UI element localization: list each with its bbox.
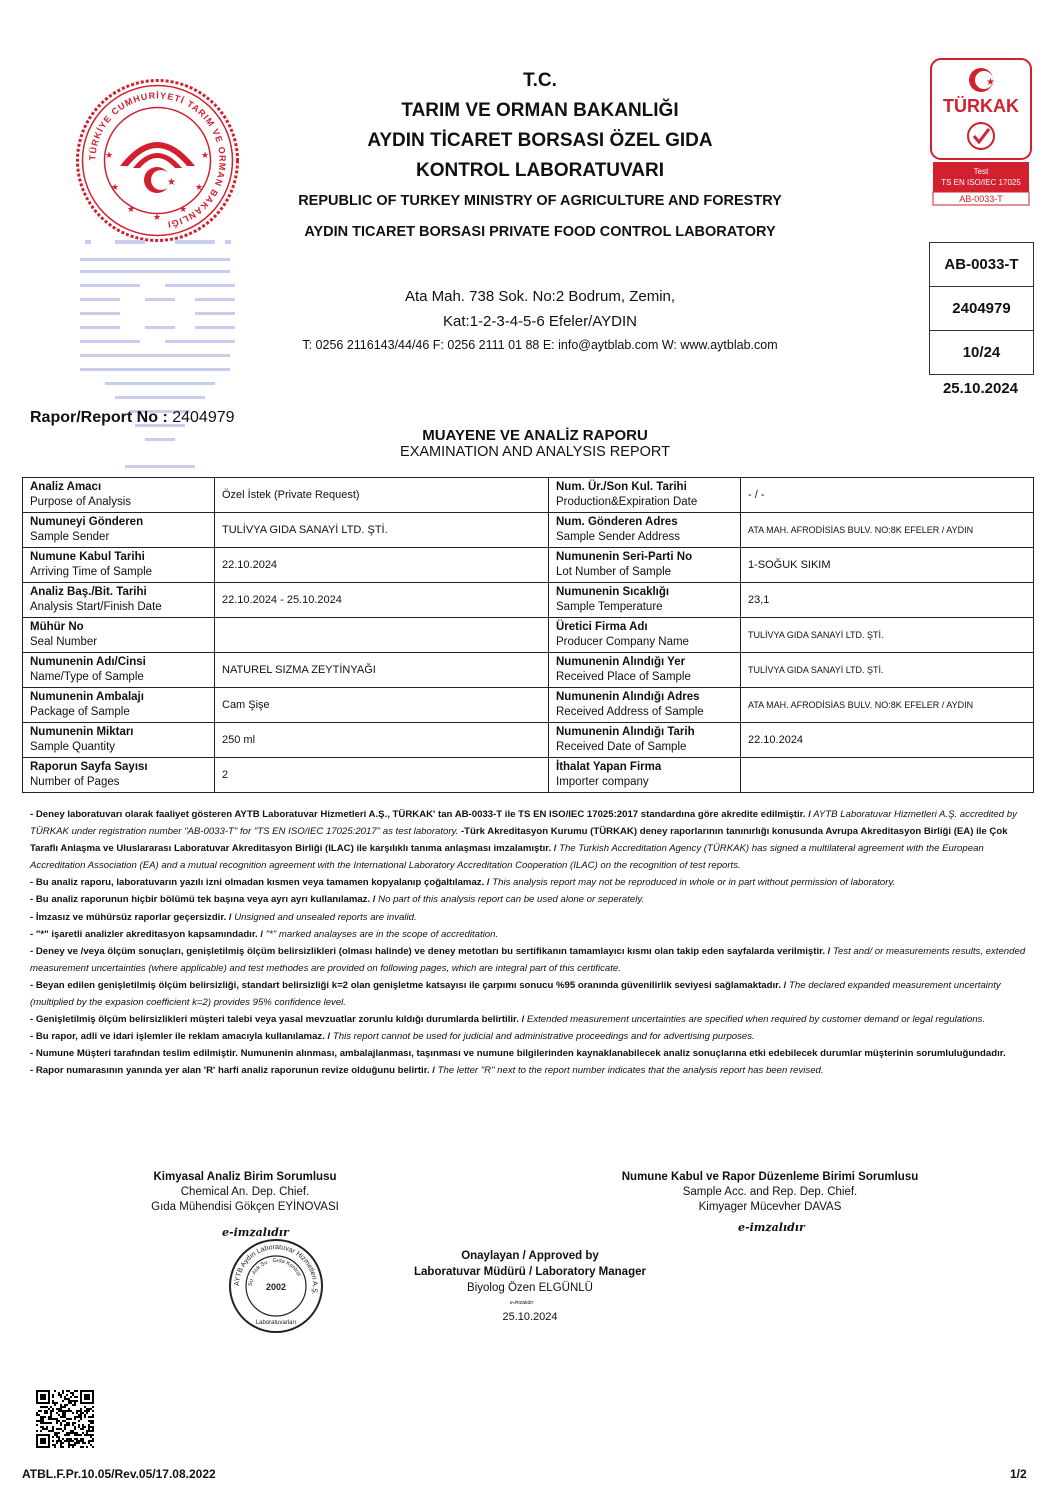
note-item — [30, 1045, 1030, 1062]
qr-code[interactable] — [36, 1390, 94, 1448]
note-en: "*" marked analayses are in the scope of accreditation. — [263, 928, 499, 940]
label-tr: Num. Ür./Son Kul. Tarihi — [556, 481, 687, 493]
label-tr: Analiz Baş./Bit. Tarihi — [30, 586, 147, 598]
cell-value: 23,1 — [748, 594, 770, 606]
row-label-right — [549, 758, 741, 793]
label-tr: Numunenin Alındığı Tarih — [556, 726, 695, 738]
report-number — [30, 409, 235, 427]
cell-value: NATUREL SIZMA ZEYTİNYAĞI — [222, 664, 376, 676]
turkak-test: Test — [973, 167, 989, 176]
row-value-left — [215, 478, 549, 513]
approve-name: Biyolog Özen ELGÜNLÜ — [467, 1282, 593, 1294]
row-value-left — [215, 513, 549, 548]
label-tr: Numune Kabul Tarihi — [30, 551, 145, 563]
note-en: Extended measurement uncertainties are specified when required by customer demand or legal regulations. — [524, 1014, 986, 1026]
stamp-ring-text: AYTB Aydın Laboratuvar Hizmetleri A.Ş. — [233, 1243, 319, 1296]
row-label-left — [23, 723, 215, 758]
row-label-right — [549, 583, 741, 618]
row-value-left — [215, 758, 549, 793]
address-line-2: Kat:1-2-3-4-5-6 Efeler/AYDIN — [443, 313, 637, 330]
label-en: Received Place of Sample — [556, 671, 691, 683]
row-label-left — [23, 618, 215, 653]
sig-right-esign: e-imzalıdır — [738, 1221, 805, 1234]
label-en: Sample Quantity — [30, 741, 116, 753]
contact-line: T: 0256 2116143/44/46 F: 0256 2111 01 88 E: info@aytblab.com W: www.aytblab.com — [302, 338, 778, 352]
svg-text:★: ★ — [167, 177, 176, 188]
svg-text:★: ★ — [201, 150, 210, 160]
note-item — [30, 891, 1030, 908]
row-label-left — [23, 548, 215, 583]
row-value-right — [741, 688, 1034, 723]
label-tr: Num. Gönderen Adres — [556, 516, 678, 528]
label-en: Importer company — [556, 776, 649, 788]
cell-value: ATA MAH. AFRODİSİAS BULV. NO:8K EFELER / AYDIN — [748, 525, 974, 535]
label-en: Sample Sender Address — [556, 531, 681, 543]
header-block — [250, 66, 830, 248]
sig-left-role: Chemical An. Dep. Chief. — [180, 1186, 310, 1198]
stamp-bottom-text: Laboratuvarları — [255, 1320, 297, 1326]
row-value-left — [215, 618, 549, 653]
row-value-right — [741, 583, 1034, 618]
page-number: 1/2 — [1010, 1467, 1027, 1481]
row-value-right — [741, 548, 1034, 583]
note-item — [30, 1062, 1030, 1079]
cell-value: - / - — [748, 489, 765, 501]
note-tr: - İmzasız ve mühürsüz raporlar geçersizdir. / — [30, 911, 232, 923]
sig-right-role: Sample Acc. and Rep. Dep. Chief. — [682, 1186, 858, 1198]
form-code: ATBL.F.Pr.10.05/Rev.05/17.08.2022 — [22, 1467, 216, 1481]
label-tr: Numunenin Alındığı Yer — [556, 656, 686, 668]
table-row — [23, 758, 1034, 793]
cell-value: Özel İstek (Private Request) — [222, 489, 360, 501]
cell-value: 22.10.2024 - 25.10.2024 — [222, 594, 342, 606]
label-tr: Raporun Sayfa Sayısı — [30, 761, 148, 773]
row-label-left — [23, 653, 215, 688]
row-value-right — [741, 758, 1034, 793]
header-lab-en: AYDIN TICARET BORSASI PRIVATE FOOD CONTROL LABORATORY — [304, 224, 776, 240]
label-en: Sample Sender — [30, 531, 110, 543]
report-number-value: 2404979 — [172, 409, 235, 426]
sig-right-title: Numune Kabul ve Rapor Düzenleme Birimi Sorumlusu — [621, 1171, 919, 1183]
address-line-1: Ata Mah. 738 Sok. No:2 Bodrum, Zemin, — [404, 288, 676, 305]
note-item — [30, 1011, 1030, 1028]
turkak-code: AB-0033-T — [959, 194, 1003, 204]
label-tr: Numuneyi Gönderen — [30, 516, 144, 528]
label-en: Lot Number of Sample — [556, 566, 672, 578]
note-item — [30, 977, 1030, 1011]
row-label-right — [549, 548, 741, 583]
svg-text:★: ★ — [179, 204, 188, 214]
row-label-right — [549, 688, 741, 723]
approve-esign: e-imzalıdır — [510, 1300, 534, 1306]
report-title — [300, 427, 770, 460]
report-number-box: 2404979 — [930, 287, 1033, 331]
table-row — [23, 548, 1034, 583]
note-item — [30, 1028, 1030, 1045]
note-tr: - Bu analiz raporunun hiçbir bölümü tek başına veya ayrı ayrı kullanılamaz. / — [30, 894, 376, 906]
label-en: Package of Sample — [30, 706, 130, 718]
row-value-left — [215, 688, 549, 723]
row-label-right — [549, 618, 741, 653]
row-label-left — [23, 583, 215, 618]
lab-stamp — [228, 1238, 324, 1334]
note-tr: - Bu rapor, adli ve idari işlemler ile reklam amacıyla kullanılamaz. / — [30, 1031, 331, 1043]
header-lab-tr-2: KONTROL LABORATUVARI — [415, 160, 665, 181]
report-date: 25.10.2024 — [942, 380, 1019, 397]
note-en: Unsigned and unsealed reports are invalid. — [231, 911, 417, 923]
note-item — [30, 926, 1030, 943]
turkak-standard: TS EN ISO/IEC 17025 — [941, 178, 1021, 187]
row-label-left — [23, 513, 215, 548]
note-tr: - "*" işaretli analizler akreditasyon kapsamındadır. / — [30, 928, 264, 940]
label-en: Seal Number — [30, 636, 98, 648]
label-en: Number of Pages — [30, 776, 120, 788]
row-label-left — [23, 688, 215, 723]
row-value-right — [741, 723, 1034, 758]
label-en: Producer Company Name — [556, 636, 689, 648]
report-title-en: EXAMINATION AND ANALYSIS REPORT — [400, 444, 670, 460]
row-label-left — [23, 758, 215, 793]
ministry-logo — [75, 78, 240, 243]
svg-text:TÜRKİYE CUMHURİYETİ TARIM VE O — [87, 90, 227, 230]
sig-left-title: Kimyasal Analiz Birim Sorumlusu — [153, 1171, 337, 1183]
note-en: AYTB Laboratuvar Hizmetleri A.Ş. accredited by TÜRKAK under registration number "AB-0033-T" for "TS EN ISO/IEC 17025:2017" as test laboratory. — [30, 809, 1017, 838]
row-label-right — [549, 723, 741, 758]
label-en: Purpose of Analysis — [30, 496, 132, 508]
turkak-accreditation-badge — [930, 58, 1032, 206]
table-row — [23, 478, 1034, 513]
label-tr: Mühür No — [30, 621, 84, 633]
label-en: Sample Temperature — [556, 601, 663, 613]
accreditation-code: AB-0033-T — [930, 243, 1033, 287]
note-item — [30, 806, 1030, 874]
cell-value: TULİVYA GIDA SANAYİ LTD. ŞTİ. — [222, 524, 388, 536]
row-value-right — [741, 618, 1034, 653]
label-en: Production&Expiration Date — [556, 496, 698, 508]
stamp-inner-text: Su · Atık Su · Gıda Kontrol — [247, 1257, 302, 1287]
header-ministry-en: REPUBLIC OF TURKEY MINISTRY OF AGRICULTURE AND FORESTRY — [298, 193, 782, 209]
cell-value: 22.10.2024 — [748, 734, 804, 746]
label-tr: Numunenin Miktarı — [30, 726, 134, 738]
turkak-name: TÜRKAK — [943, 96, 1019, 116]
cell-value: TULİVYA GIDA SANAYİ LTD. ŞTİ. — [748, 665, 884, 675]
stamp-year: 2002 — [265, 1282, 287, 1292]
label-tr: Numunenin Adı/Cinsi — [30, 656, 146, 668]
row-value-left — [215, 583, 549, 618]
note-en: Test and/ or measurements results, extended measurement uncertainties (where applicable) and test methodes are provided on following pages, which are integral part of this certificate. — [30, 945, 1026, 974]
note-tr: - Beyan edilen genişletilmiş ölçüm belirsizliği, standart belirsizliği k=2 olan genişletme katsayısı ile çarpımı sonucu %95 oranında güvenilirlik seviyesi sağlamaktadır. / — [30, 979, 787, 991]
sig-right-name: Kimyager Mücevher DAVAS — [698, 1201, 842, 1213]
faded-watermark — [75, 240, 240, 472]
note-tr: - Deney ve /veya ölçüm sonuçları, genişletilmiş ölçüm belirsizlikleri (olması halinde) ve deney metotları bu sertifikanın tamamlayıcı kısmı olan takip eden sayfalarda verilmiştir. / — [30, 945, 831, 957]
report-title-tr: MUAYENE VE ANALİZ RAPORU — [422, 427, 648, 444]
report-sequence: 10/24 — [962, 344, 1001, 361]
cell-value: 250 ml — [222, 734, 256, 746]
signature-chemical-chief — [120, 1170, 370, 1215]
row-label-right — [549, 653, 741, 688]
approval-block — [380, 1248, 680, 1296]
cell-value: Cam Şişe — [222, 699, 270, 711]
note-item — [30, 874, 1030, 891]
header-lab-tr-1: AYDIN TİCARET BORSASI ÖZEL GIDA — [367, 130, 713, 151]
svg-text:★: ★ — [105, 150, 114, 160]
legal-notes — [30, 806, 1030, 1080]
label-en: Received Address of Sample — [556, 706, 704, 718]
svg-text:★: ★ — [153, 212, 162, 222]
row-label-left — [23, 478, 215, 513]
sample-info-table — [22, 477, 1034, 793]
table-row — [23, 723, 1034, 758]
logo-ring-text: TÜRKİYE CUMHURİYETİ TARIM VE ORMAN BAKANLIĞI — [87, 90, 228, 230]
note-item — [30, 943, 1030, 977]
approve-line-1: Onaylayan / Approved by — [461, 1250, 599, 1262]
note-en: The declared expanded measurement uncertainty (multiplied by the expasion coefficient k=2) provides 95% confidence level. — [30, 979, 1001, 1009]
note-item — [30, 909, 1030, 926]
label-tr: Numunenin Seri-Parti No — [556, 551, 693, 563]
label-tr: Numunenin Alındığı Adres — [556, 691, 700, 703]
cell-value: TULİVYA GIDA SANAYİ LTD. ŞTİ. — [748, 630, 884, 640]
note-en: This report cannot be used for judicial and administrative proceedings and for advertising purposes. — [330, 1031, 755, 1043]
sig-left-name: Gıda Mühendisi Gökçen EYİNOVASI — [151, 1201, 339, 1213]
table-row — [23, 653, 1034, 688]
label-en: Received Date of Sample — [556, 741, 687, 753]
row-value-right — [741, 478, 1034, 513]
note-en: No part of this analysis report can be used alone or seperately. — [375, 894, 645, 906]
row-label-right — [549, 478, 741, 513]
note-tr: - Numune Müşteri tarafından teslim edilmiştir. Numunenin alınması, ambalajlanması, taşınması ve numune bilgilerinden kaynaklanabilecek analiz sonuçlarına etki edebilecek durumlar müşterinin sorumluluğundadır. — [30, 1048, 1006, 1060]
table-row — [23, 688, 1034, 723]
header-ministry: TARIM VE ORMAN BAKANLIĞI — [401, 100, 679, 121]
row-value-right — [741, 513, 1034, 548]
header-tc: T.C. — [523, 70, 557, 91]
svg-text:★: ★ — [111, 182, 120, 192]
note-tr: - Bu analiz raporu, laboratuvarın yazılı izni olmadan kısmen veya tamamen kopyalanıp çoğaltılamaz. / — [30, 877, 490, 889]
sig-left-esign: e-imzalıdır — [222, 1226, 289, 1239]
label-en: Arriving Time of Sample — [30, 566, 153, 578]
note-tr: - Deney laboratuvarı olarak faaliyet gösteren AYTB Laboratuvar Hizmetleri A.Ş., TÜRKAK' tan AB-0033-T ile TS EN ISO/IEC 17025:2017 standardına göre akredite edilmiştir. / — [30, 809, 811, 820]
note-en-2: The Turkish Accreditation Agency (TÜRKAK) has signed a multilateral agreement with the European Accreditation Association (EA) and a mutual recognition agreement with the International Laboratory Accreditation Cooperation (ILAC) on the recognition of test reports. — [30, 843, 984, 872]
label-en: Analysis Start/Finish Date — [30, 601, 162, 613]
row-value-left — [215, 548, 549, 583]
row-value-left — [215, 653, 549, 688]
note-tr: - Rapor numarasının yanında yer alan 'R' harfi analiz raporunun revize olduğunu belirtir. / — [30, 1065, 435, 1077]
signature-sample-chief — [590, 1170, 950, 1215]
approve-date: 25.10.2024 — [502, 1311, 558, 1323]
note-en: The letter "R" next to the report number indicates that the analysis report has been revised. — [434, 1065, 824, 1077]
svg-text:★: ★ — [986, 77, 995, 88]
label-tr: Üretici Firma Adı — [556, 621, 648, 633]
row-value-left — [215, 723, 549, 758]
report-number-label: Rapor/Report No : — [30, 409, 168, 426]
note-en: This analysis report may not be reproduced in whole or in part without permission of laboratory. — [489, 877, 896, 889]
table-row — [23, 618, 1034, 653]
reference-box — [929, 242, 1034, 375]
row-value-right — [741, 653, 1034, 688]
label-tr: Numunenin Sıcaklığı — [556, 586, 670, 598]
table-row — [23, 513, 1034, 548]
cell-value: 1-SOĞUK SIKIM — [748, 559, 831, 571]
table-row — [23, 583, 1034, 618]
label-tr: İthalat Yapan Firma — [556, 761, 662, 773]
address-block — [250, 284, 830, 334]
label-tr: Numunenin Ambalajı — [30, 691, 144, 703]
note-tr-2: -Türk Akreditasyon Kurumu (TÜRKAK) deney raporlarının tanınırlığı konusunda Avrupa Akreditasyon Birliği (EA) ile Çok Taraflı Anlaşma ve Uluslararası Laboratuvar Akreditasyon Birliği (ILAC) ile karşılıklı tanıma anlaşması imzalamıştır. / — [30, 826, 1008, 855]
note-tr: - Genişletilmiş ölçüm belirsizlikleri müşteri talebi veya yasal mevzuatlar zorunlu kıldığı durumlarda belirtilir. / — [30, 1014, 525, 1026]
svg-text:★: ★ — [127, 204, 136, 214]
cell-value: 22.10.2024 — [222, 559, 278, 571]
approve-line-2: Laboratuvar Müdürü / Laboratory Manager — [414, 1266, 646, 1278]
svg-text:★: ★ — [195, 182, 204, 192]
cell-value: ATA MAH. AFRODİSİAS BULV. NO:8K EFELER / AYDIN — [748, 700, 974, 710]
label-en: Name/Type of Sample — [30, 671, 144, 683]
cell-value: 2 — [222, 769, 229, 781]
label-tr: Analiz Amacı — [30, 481, 102, 493]
row-label-right — [549, 513, 741, 548]
